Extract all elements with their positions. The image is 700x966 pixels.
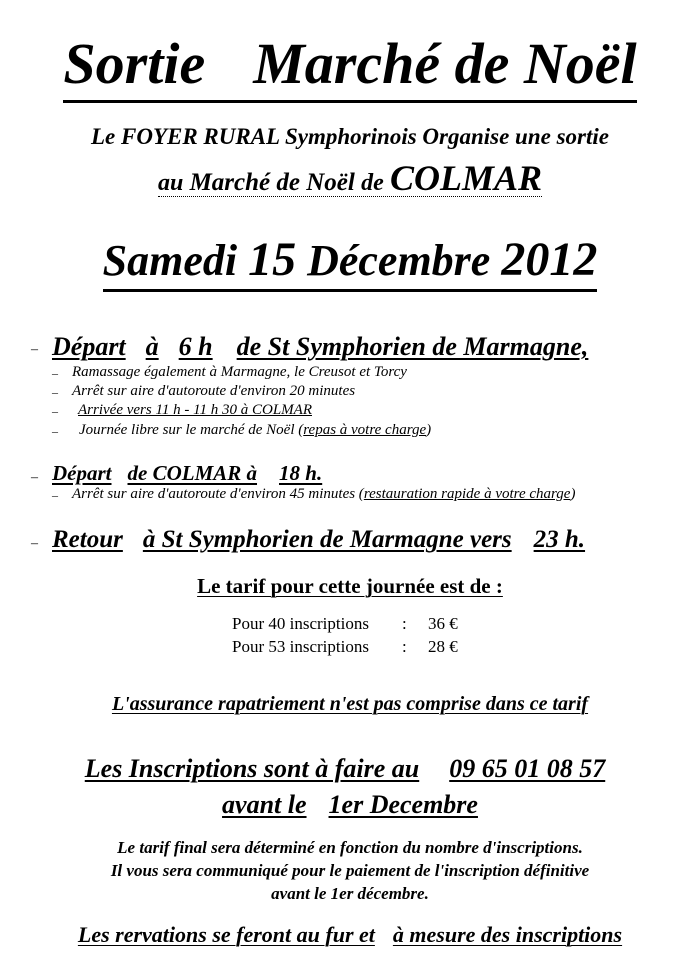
flyer-title	[0, 28, 700, 103]
depart-a: à	[145, 332, 159, 361]
reservations-part1: Les rervations se feront au fur et	[77, 922, 375, 947]
tarif-row-colon: :	[402, 614, 407, 633]
depart2-place: de COLMAR à	[127, 461, 258, 485]
depart-heading	[52, 329, 588, 365]
depart2-item-end: )	[570, 486, 576, 502]
date-month: Décembre	[307, 236, 491, 285]
final-note-line: Le tarif final sera déterminé en fonction du nombre d'inscriptions.	[117, 838, 583, 857]
intro-line-destination	[0, 158, 700, 203]
depart-item-dash: –	[52, 366, 58, 380]
title-part-marche: Marché de Noël	[253, 31, 637, 96]
depart2-word: Départ	[52, 461, 112, 485]
date-day: 15	[248, 233, 297, 286]
retour-time: 23 h.	[533, 526, 586, 553]
tarif-row	[232, 637, 458, 657]
insurance-note	[0, 690, 700, 718]
depart-item-dash: –	[52, 424, 58, 438]
retour-word: Retour	[52, 526, 123, 553]
depart-word: Départ	[52, 332, 126, 361]
title-underline	[63, 28, 636, 103]
intro-word-de: de	[361, 170, 384, 196]
depart2-item-dash: –	[52, 488, 58, 502]
retour-dash: –	[31, 536, 38, 551]
registration-deadline	[0, 788, 700, 822]
tarif-row-label: Pour 40 inscriptions	[232, 614, 369, 633]
depart-item-free-day	[79, 422, 431, 439]
tarif-heading-text: Le tarif pour cette journée est de :	[197, 574, 503, 598]
event-date	[0, 230, 700, 292]
tarif-row-label: Pour 53 inscriptions	[232, 637, 369, 656]
tarif-row	[232, 614, 458, 634]
depart2-food-note: restauration rapide à votre charge	[363, 486, 571, 502]
deadline-date: 1er Decembre	[328, 790, 478, 819]
depart-place: de St Symphorien de Marmagne,	[236, 332, 589, 361]
free-day-text: Journée libre sur le marché de Noël (	[79, 422, 304, 438]
retour-heading	[52, 523, 585, 557]
date-year: 2012	[501, 233, 598, 286]
deadline-prefix: avant le	[222, 790, 307, 819]
registration-text: Les Inscriptions sont à faire au	[84, 754, 420, 783]
depart-dash: –	[31, 342, 38, 357]
final-note-line: avant le 1er décembre.	[271, 884, 429, 903]
registration-phone: 09 65 01 08 57	[449, 754, 606, 783]
intro-line-organizer: Le FOYER RURAL Symphorinois Organise une sortie	[90, 124, 609, 149]
depart-item-stop: Arrêt sur aire d'autoroute d'environ 20 minutes	[72, 383, 356, 399]
tarif-row-price: 36 €	[428, 614, 458, 633]
depart-item-arrival	[78, 402, 312, 419]
insurance-note-text: L'assurance rapatriement n'est pas comprise dans ce tarif	[111, 693, 589, 715]
depart2-item-stop	[72, 486, 575, 503]
tarif-row-colon: :	[402, 637, 407, 656]
retour-place: à St Symphorien de Marmagne vers	[142, 526, 512, 553]
date-weekday: Samedi	[102, 236, 238, 285]
depart-time: 6 h	[178, 332, 213, 361]
final-note-line: Il vous sera communiqué pour le paiement de l'inscription définitive	[110, 861, 590, 880]
tarif-heading	[0, 572, 700, 600]
intro-destination-underline	[157, 158, 543, 198]
depart2-item-text: Arrêt sur aire d'autoroute d'environ 45 minutes (	[72, 486, 364, 502]
free-day-meal-note: repas à votre charge	[303, 422, 427, 438]
tarif-row-price: 28 €	[428, 637, 458, 656]
date-underline	[103, 232, 598, 292]
intro-colmar: COLMAR	[389, 158, 543, 198]
reservations-note	[0, 920, 700, 950]
depart-item-dash: –	[52, 385, 58, 399]
depart-item-dash: –	[52, 404, 58, 418]
reservations-part2: à mesure des inscriptions	[392, 922, 623, 947]
registration-line	[0, 752, 700, 786]
depart2-time: 18 h.	[279, 461, 323, 485]
free-day-end: )	[426, 422, 432, 438]
intro-marche: Marché de Noël	[189, 169, 355, 196]
depart2-heading	[52, 459, 322, 487]
arrival-text: Arrivée vers 11 h - 11 h 30 à COLMAR	[78, 402, 312, 418]
depart2-dash: –	[31, 470, 38, 485]
intro-word-au: au	[157, 170, 184, 196]
depart-item-pickup: Ramassage également à Marmagne, le Creusot et Torcy	[72, 364, 407, 380]
title-part-sortie: Sortie	[63, 31, 206, 96]
